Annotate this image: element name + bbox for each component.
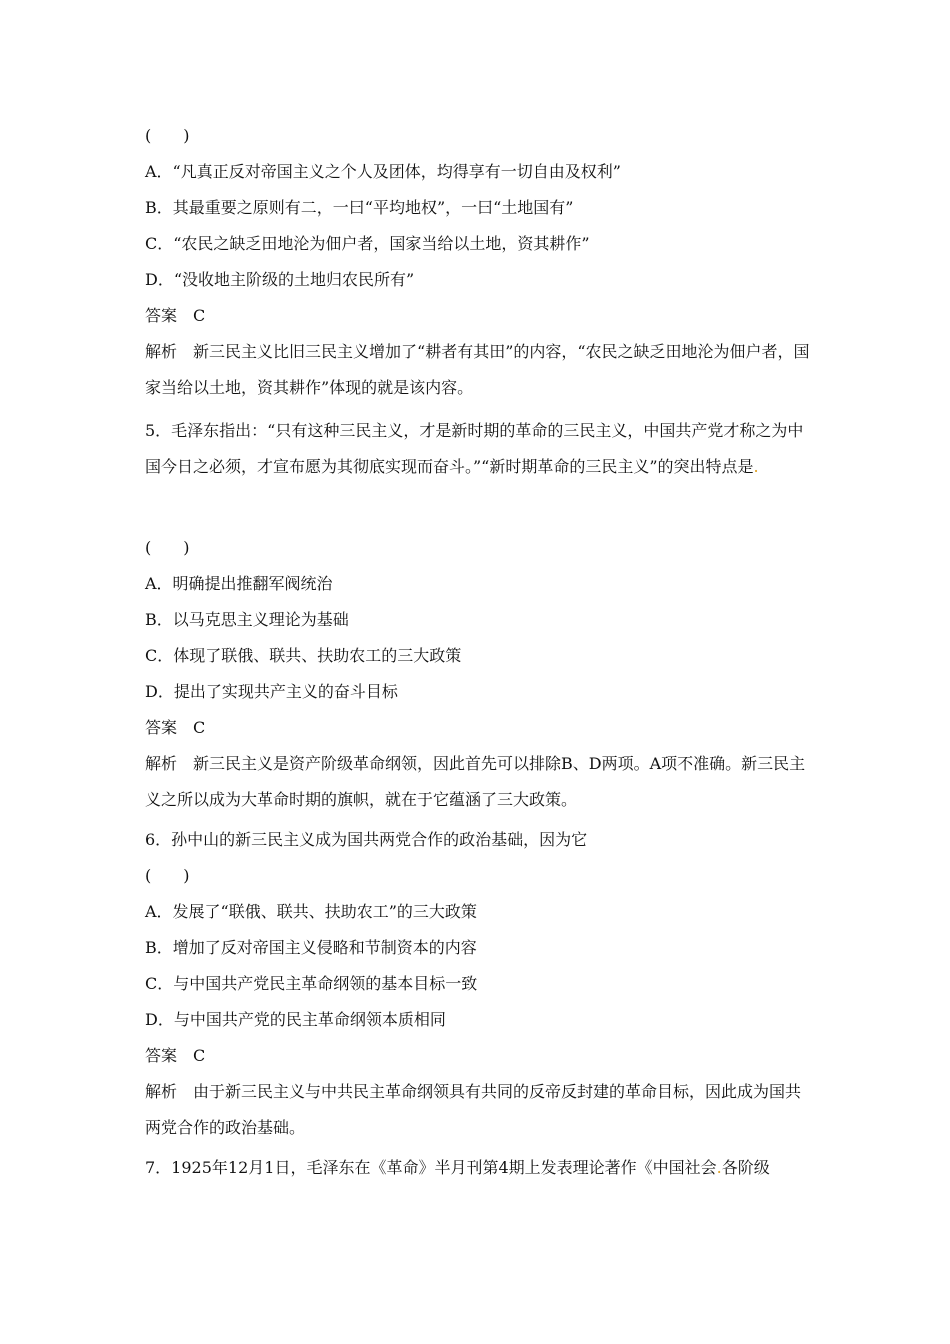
q5-analysis — [145, 746, 810, 818]
analysis-label: 解析 — [145, 342, 178, 361]
q6-option-a: A．发展了“联俄、联共、扶助农工”的三大政策 — [145, 902, 477, 921]
q6-answer — [145, 1046, 810, 1066]
analysis-text: 新三民主义比旧三民主义增加了“耕者有其田”的内容，“农民之缺乏田地沦为佃户者，国家当给以土地，资其耕作”体现的就是该内容。 — [145, 342, 810, 397]
q5-option-c: C．体现了联俄、联共、扶助农工的三大政策 — [145, 646, 462, 665]
q6-option-d: D．与中国共产党的民主革命纲领本质相同 — [145, 1010, 446, 1029]
answer-label: 答案 — [145, 718, 178, 737]
q7-stem-text-b: 各阶级 — [721, 1158, 770, 1177]
q5-stem — [145, 413, 810, 485]
q4-option-d: D．“没收地主阶级的土地归农民所有” — [145, 270, 415, 289]
answer-label: 答案 — [145, 1046, 178, 1065]
q6-option-c: C．与中国共产党民主革命纲领的基本目标一致 — [145, 974, 478, 993]
q4-answer — [145, 306, 810, 326]
answer-value: C — [193, 718, 206, 737]
answer-label: 答案 — [145, 306, 178, 325]
decorative-dot: . — [716, 1158, 722, 1177]
q7-stem-text-a: 7．1925年12月1日，毛泽东在《革命》半月刊第4期上发表理论著作《中国社会 — [145, 1158, 717, 1177]
decorative-dot: . — [753, 457, 759, 476]
analysis-label: 解析 — [145, 1082, 178, 1101]
q4-analysis — [145, 334, 810, 406]
q4-paren: ( ) — [145, 126, 190, 145]
answer-value: C — [193, 306, 206, 325]
q5-option-d: D．提出了实现共产主义的奋斗目标 — [145, 682, 398, 701]
q6-paren: ( ) — [145, 866, 190, 885]
q6-stem: 6．孙中山的新三民主义成为国共两党合作的政治基础，因为它 — [145, 830, 588, 849]
q5-option-b: B．以马克思主义理论为基础 — [145, 610, 349, 629]
q5-option-a: A．明确提出推翻军阀统治 — [145, 574, 333, 593]
q5-answer — [145, 718, 810, 738]
q6-analysis — [145, 1074, 810, 1146]
q4-option-c: C．“农民之缺乏田地沦为佃户者，国家当给以土地，资其耕作” — [145, 234, 590, 253]
analysis-label: 解析 — [145, 754, 178, 773]
q5-paren: ( ) — [145, 538, 190, 557]
analysis-text: 新三民主义是资产阶级革命纲领，因此首先可以排除B、D两项。A项不准确。新三民主义之所以成为大革命时期的旗帜，就在于它蕴涵了三大政策。 — [145, 754, 806, 809]
q4-option-b: B．其最重要之原则有二，一曰“平均地权”，一曰“土地国有” — [145, 198, 574, 217]
answer-value: C — [193, 1046, 206, 1065]
analysis-text: 由于新三民主义与中共民主革命纲领具有共同的反帝反封建的革命目标，因此成为国共两党合作的政治基础。 — [145, 1082, 802, 1137]
q6-option-b: B．增加了反对帝国主义侵略和节制资本的内容 — [145, 938, 477, 957]
q7-stem — [145, 1158, 810, 1178]
q5-stem-text: 5．毛泽东指出：“只有这种三民主义，才是新时期的革命的三民主义，中国共产党才称之为中国今日之必须，才宣布愿为其彻底实现而奋斗。”“新时期革命的三民主义”的突出特点是 — [145, 421, 804, 476]
q4-option-a: A．“凡真正反对帝国主义之个人及团体，均得享有一切自由及权利” — [145, 162, 621, 181]
